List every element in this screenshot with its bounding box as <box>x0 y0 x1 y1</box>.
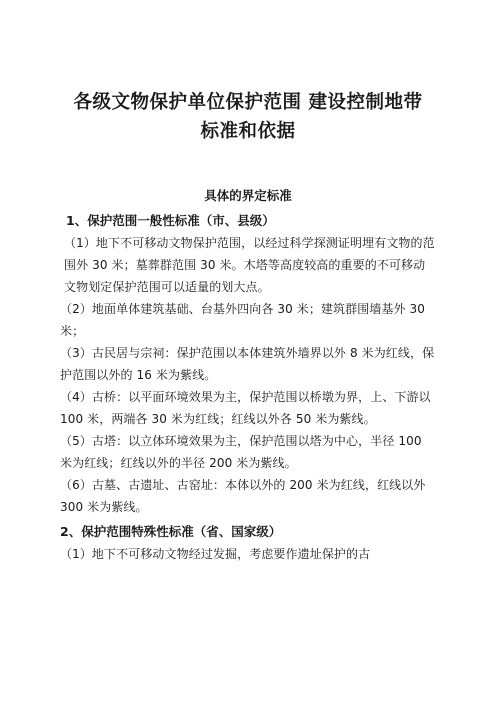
section-heading-2: 2、保护范围特殊性标准（省、国家级） <box>60 524 282 539</box>
paragraph-1-4: （4）古桥：以平面环境效果为主，保护范围以桥墩为界，上、下游以 100 米，两端各 30 米为红线；红线以外各 50 米为紫线。 <box>60 390 431 426</box>
paragraph-1-1: （1）地下不可移动文物保护范围，以经过科学探测证明埋有文物的范围外 30 米；墓葬群范围 30 米。木塔等高度较高的重要的不可移动文物划定保护范围可以适量的划大点。 <box>64 236 435 294</box>
section-subtitle: 具体的界定标准 <box>204 188 292 203</box>
paragraph-1-2: （2）地面单体建筑基础、台基外四向各 30 米；建筑群围墙基外 30 米； <box>60 302 426 338</box>
paragraph-2-1: （1）地下不可移动文物经过发掘，考虑要作遗址保护的古 <box>60 547 371 561</box>
paragraph-1-3: （3）古民居与宗祠：保护范围以本体建筑外墙界以外 8 米为红线，保护范围以外的 16 米为紫线。 <box>60 346 435 382</box>
paragraph-1-5: （5）古塔：以立体环境效果为主，保护范围以塔为中心，半径 100 米为红线；红线以外的半径 200 米为紫线。 <box>60 434 422 470</box>
document-title <box>60 88 436 146</box>
title-line-2: 标准和依据 <box>200 121 296 142</box>
section-heading-1: 1、保护范围一般性标准（市、县级） <box>66 213 275 228</box>
paragraph-1-6: （6）古墓、古遗址、古窑址：本体以外的 200 米为红线，红线以外 300 米为紫线。 <box>60 478 426 514</box>
title-line-1: 各级文物保护单位保护范围 建设控制地带 <box>73 92 423 113</box>
